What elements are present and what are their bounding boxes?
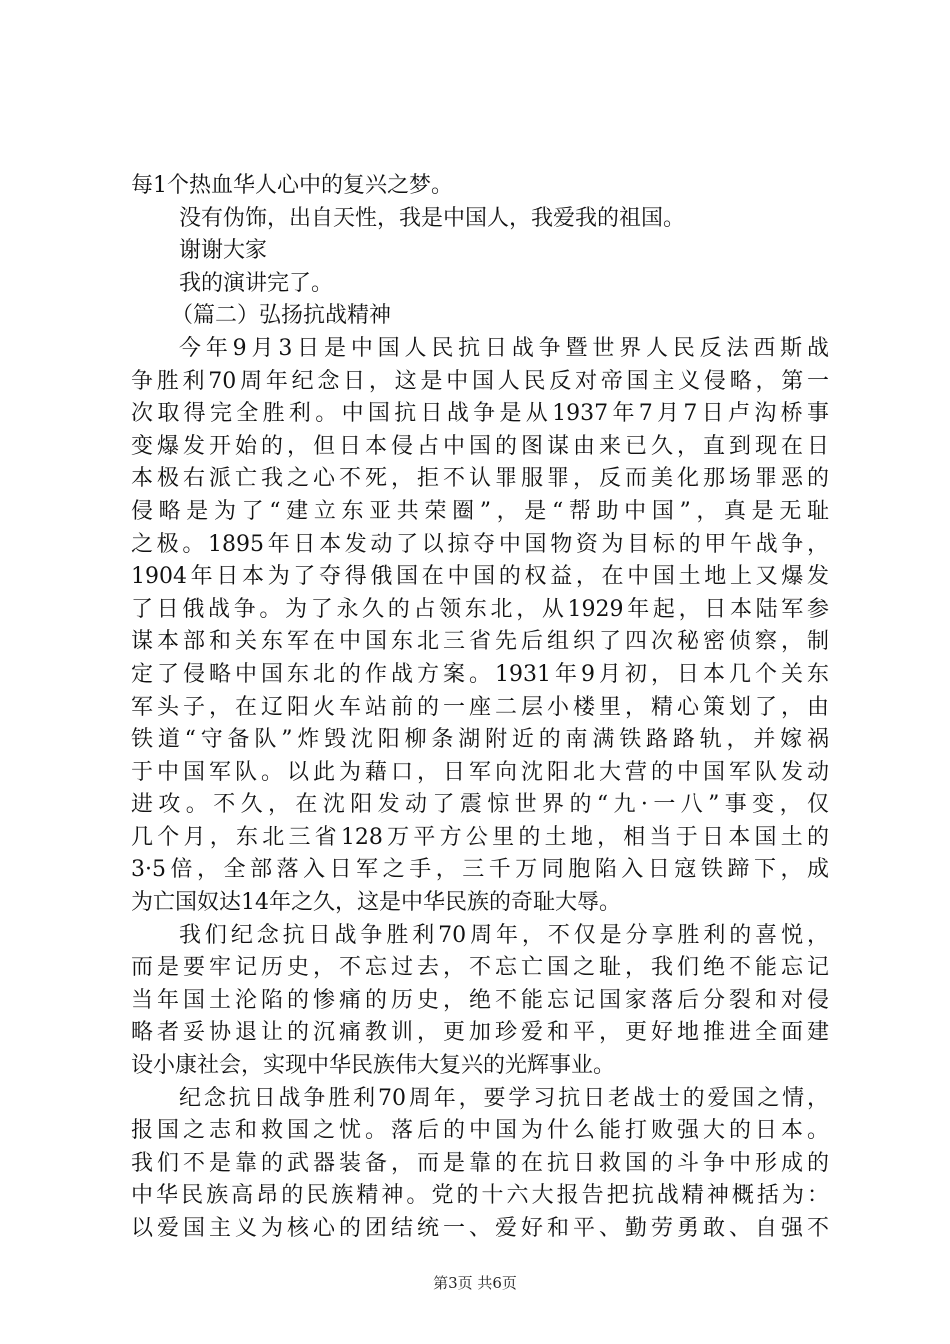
text-line: 每1个热血华人心中的复兴之梦。 [131, 173, 453, 198]
text-line: 今年9月3日是中国人民抗日战争暨世界人民反法西斯战 [179, 335, 829, 361]
text-line: 几个月，东北三省128万平方公里的土地，相当于日本国土的 [131, 824, 829, 850]
section-heading: （篇二）弘扬抗战精神 [171, 303, 392, 329]
text-line: 中华民族高昂的民族精神。党的十六大报告把抗战精神概括为： [131, 1183, 829, 1209]
text-line: 本极右派亡我之心不死，拒不认罪服罪，反而美化那场罪恶的 [131, 466, 829, 492]
text-line: 铁道“守备队”炸毁沈阳柳条湖附近的南满铁路路轨，并嫁祸 [131, 727, 829, 753]
text-line: 进攻。不久，在沈阳发动了震惊世界的“九·一八”事变，仅 [131, 792, 829, 818]
text-line: 我们纪念抗日战争胜利70周年，不仅是分享胜利的喜悦， [179, 922, 829, 948]
text-line: 谋本部和关东军在中国东北三省先后组织了四次秘密侦察，制 [131, 629, 829, 655]
text-line: 变爆发开始的，但日本侵占中国的图谋由来已久，直到现在日 [131, 433, 829, 459]
text-line: 争胜利70周年纪念日，这是中国人民反对帝国主义侵略，第一 [131, 368, 829, 394]
page-footer: 第3页 共6页 [433, 1274, 517, 1292]
text-line: 之极。1895年日本发动了以掠夺中国物资为目标的甲午战争， [131, 531, 829, 557]
text-line: 设小康社会，实现中华民族伟大复兴的光辉事业。 [131, 1053, 616, 1079]
text-line: 我的演讲完了。 [179, 270, 334, 296]
body-text [131, 170, 829, 1246]
text-line: 当年国土沦陷的惨痛的历史，绝不能忘记国家落后分裂和对侵 [131, 987, 829, 1013]
text-line: 没有伪饰，出自天性，我是中国人，我爱我的祖国。 [179, 205, 686, 231]
text-line: 报国之志和救国之忧。落后的中国为什么能打败强大的日本。 [131, 1118, 829, 1144]
text-line: 侵略是为了“建立东亚共荣圈”，是“帮助中国”，真是无耻 [131, 498, 829, 524]
text-line: 我们不是靠的武器装备，而是靠的在抗日救国的斗争中形成的 [131, 1150, 829, 1176]
text-line: 为亡国奴达14年之久，这是中华民族的奇耻大辱。 [131, 890, 621, 916]
text-line: 谢谢大家 [179, 238, 268, 264]
text-line: 以爱国主义为核心的团结统一、爱好和平、勤劳勇敢、自强不 [131, 1216, 829, 1241]
text-line: 略者妥协退让的沉痛教训，更加珍爱和平，更好地推进全面建 [131, 1020, 829, 1046]
text-line: 定了侵略中国东北的作战方案。1931年9月初，日本几个关东 [131, 661, 829, 687]
text-line: 于中国军队。以此为藉口，日军向沈阳北大营的中国军队发动 [131, 759, 829, 785]
text-line: 3·5倍，全部落入日军之手，三千万同胞陷入日寇铁蹄下，成 [131, 857, 829, 883]
text-line: 次取得完全胜利。中国抗日战争是从1937年7月7日卢沟桥事 [131, 401, 829, 427]
text-line: 而是要牢记历史，不忘过去，不忘亡国之耻，我们绝不能忘记 [131, 955, 829, 981]
text-line: 纪念抗日战争胜利70周年，要学习抗日老战士的爱国之情， [179, 1085, 829, 1111]
text-line: 了日俄战争。为了永久的占领东北，从1929年起，日本陆军参 [131, 596, 829, 622]
text-line: 军头子，在辽阳火车站前的一座二层小楼里，精心策划了，由 [131, 694, 829, 720]
text-line: 1904年日本为了夺得俄国在中国的权益，在中国土地上又爆发 [131, 564, 829, 590]
